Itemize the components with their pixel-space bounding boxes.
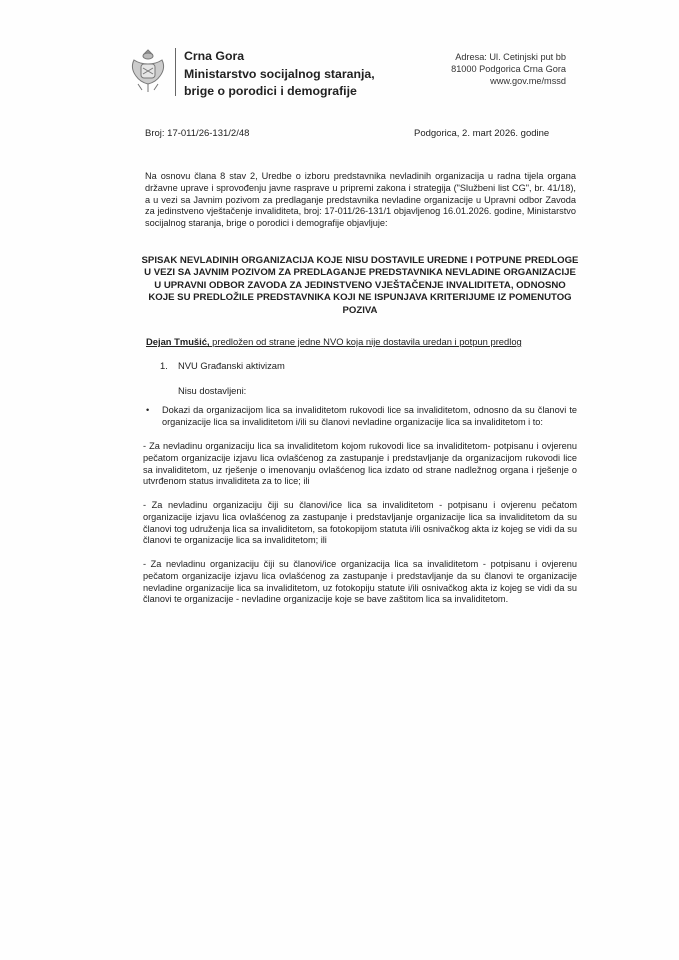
- header-divider: [175, 48, 176, 96]
- requirement-2: - Za nevladinu organizaciju čiji su članovi/ice lica sa invaliditetom - potpisanu i ovjerenu pečatom organizacije izjavu lica ovlašćenog za zastupanje i predstavljanje organizacije lica sa invaliditetom da su članovi tog udruženja lica sa invaliditetom, sa fotokopijom statuta i/ili osnivačkog akta iz kojeg se vidi da su članovi te organizacije lica sa invaliditetom; ili: [143, 500, 577, 546]
- address-street: Adresa: Ul. Cetinjski put bb: [455, 52, 566, 62]
- item-number: 1.: [160, 360, 168, 371]
- org-line-ministry: Ministarstvo socijalnog staranja,: [184, 66, 375, 81]
- requirement-1: - Za nevladinu organizaciju lica sa invaliditetom kojom rukovodi lice sa invaliditetom- potpisanu i ovjerenu pečatom organizacije izjavu lica ovlašćenog za zastupanje i predstavljanje da organizacijom rukovodi lice sa invaliditetom, uz rješenje o imenovanju ovlašćenog lica izdato od strane nadležnog organa i rješenje o utvrđenom status invaliditeta za to lice; ili: [143, 441, 577, 487]
- address-city: 81000 Podgorica Crna Gora: [451, 64, 566, 74]
- bullet-item: [143, 405, 577, 429]
- missing-label: Nisu dostavljeni:: [178, 385, 247, 396]
- org-line-ministry-cont: brige o porodici i demografije: [184, 84, 357, 98]
- organization-list-item: [160, 360, 285, 371]
- candidate-note: predložen od strane jedne NVO koja nije dostavila uredan i potpun predlog: [209, 336, 522, 347]
- address-block: [451, 51, 566, 87]
- bullet-text: Dokazi da organizacijom lica sa invaliditetom rukovodi lice sa invaliditetom, odnosno da su članovi te organizacije lica sa invaliditetom i/ili su članovi nevladine organizacije lica sa invaliditetom i to:: [162, 405, 577, 427]
- document-date: Podgorica, 2. mart 2026. godine: [414, 128, 550, 139]
- intro-paragraph: Na osnovu člana 8 stav 2, Uredbe o izboru predstavnika nevladinih organizacija u radna tijela organa državne uprave i sprovođenju javne rasprave u pripremi zakona i strategija ("Službeni list CG", br. 41/18), a u vezi sa Javnim pozivom za predlaganje predstavnika nevladine organizacije u Upravni odbor Zavoda za jedinstveno vještačenje invaliditeta, broj: 17-011/26-131/1 objavljenog 16.01.2026. godine, Ministarstvo socijalnog staranja, brige o porodici i demografije objavljuje:: [145, 171, 576, 229]
- candidate-name: Dejan Tmušić,: [146, 336, 210, 347]
- organization-name: NVU Građanski aktivizam: [178, 360, 285, 371]
- org-line-country: Crna Gora: [184, 49, 245, 63]
- bullet-icon: •: [146, 405, 150, 415]
- reference-number: Broj: 17-011/26-131/2/48: [145, 128, 250, 139]
- candidate-line: [146, 336, 522, 347]
- montenegro-coat-of-arms-icon: [128, 46, 168, 94]
- organization-name: [184, 48, 375, 101]
- document-title: SPISAK NEVLADINIH ORGANIZACIJA KOJE NISU DOSTAVILE UREDNE I POTPUNE PREDLOGE U VEZI SA JAVNIM POZIVOM ZA PREDLAGANJE PREDSTAVNIKA NEVLADINE ORGANIZACIJE U UPRAVNI ODBOR ZAVODA ZA JEDINSTVENO VJEŠTAČENJE INVALIDITETA, ODNOSNO KOJE SU PREDLOŽILE PREDSTAVNIKA KOJI NE ISPUNJAVA KRITERIJUME IZ POMENUTOG POZIVA: [141, 255, 579, 316]
- requirement-3: - Za nevladinu organizaciju čiji su članovi/ice organizacija lica sa invaliditetom - potpisanu i ovjerenu pečatom organizacije izjavu lica ovlašćenog za zastupanje i predstavljanje da su članovi te organizacije nevladine organizacije lica sa invaliditetom, uz fotokopiju statute i/ili osnivačkog akta iz kojeg se vidi da su članovi te organizacije - nevladine organizacije koje se bave zaštitom lica sa invaliditetom.: [143, 559, 577, 605]
- address-website: www.gov.me/mssd: [490, 76, 566, 86]
- letterhead: [128, 44, 628, 114]
